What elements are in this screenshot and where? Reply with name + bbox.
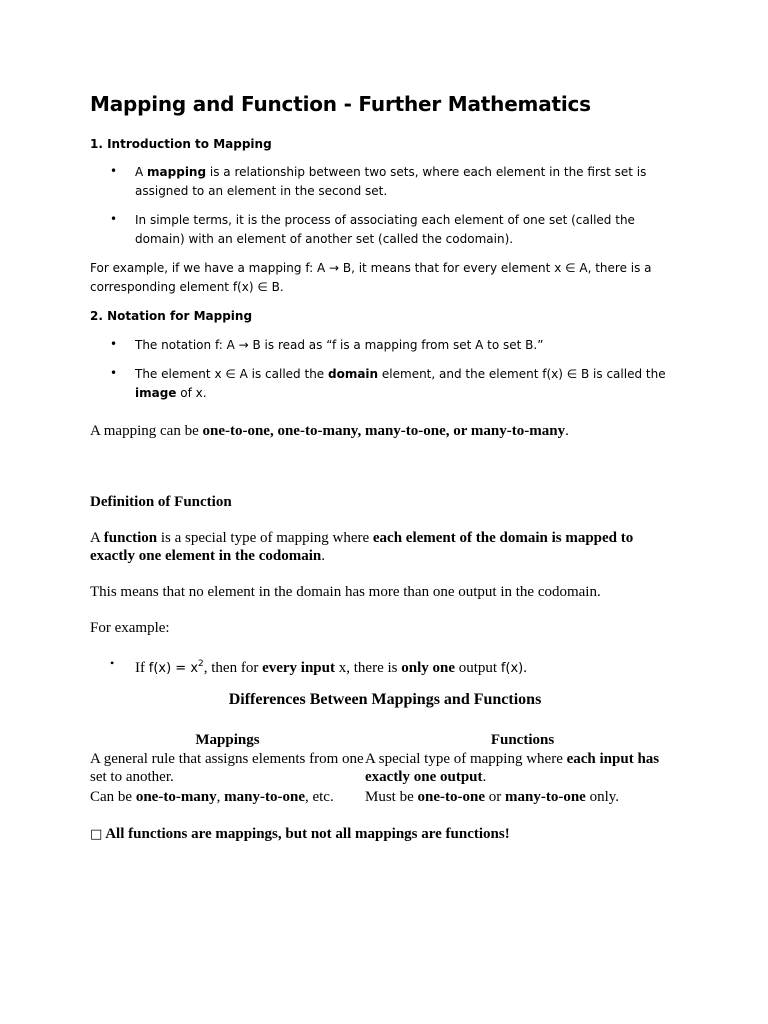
column-header-mappings: Mappings xyxy=(195,732,260,748)
table-cell-functions xyxy=(365,750,680,788)
paragraph-no-multiple-outputs: This means that no element in the domain has more than one output in the codomain. xyxy=(90,584,601,600)
bold-every-input: every input xyxy=(262,660,335,676)
bullet-marker: • xyxy=(110,366,118,380)
bold-term-domain: domain xyxy=(328,367,379,381)
text: is read as “f is a mapping from set A to set B.” xyxy=(260,338,544,352)
text: element, and the element xyxy=(378,367,543,381)
bullet-notation xyxy=(135,336,680,355)
text: . xyxy=(279,280,284,294)
text: is called the xyxy=(247,367,328,381)
bold-only-one: only one xyxy=(401,660,455,676)
text: , xyxy=(216,789,225,805)
section-heading-notation: 2. Notation for Mapping xyxy=(90,309,253,323)
bullet-marker: • xyxy=(110,164,118,178)
table-cell-functions xyxy=(365,788,680,808)
text: . xyxy=(482,769,487,785)
bullet-simple-terms: In simple terms, it is the process of associating each element of one set (called the domain) with an element of another set (called the codomain). xyxy=(135,213,635,246)
paragraph-for-example: For example: xyxy=(90,620,170,636)
bullet-mapping-definition xyxy=(135,163,680,201)
bullet-function-example xyxy=(135,655,680,678)
text: A mapping can be xyxy=(90,423,203,439)
section-heading-definition: Definition of Function xyxy=(90,494,232,510)
math-expression: f(x) ∈ B xyxy=(542,367,590,381)
bullet-marker: • xyxy=(110,656,115,670)
text: x, there is xyxy=(335,660,402,676)
text: If xyxy=(135,660,149,676)
conclusion-statement xyxy=(90,825,680,844)
text: or xyxy=(485,789,505,805)
math-expression: x ∈ A xyxy=(214,367,248,381)
table-header-row xyxy=(90,731,680,750)
paragraph-mapping-example xyxy=(90,259,680,297)
text: Must be xyxy=(365,789,418,805)
text: is a relationship between two sets, where each element in the first set is assigned to an element in the second set. xyxy=(135,165,647,198)
text: . xyxy=(523,660,528,676)
text: only. xyxy=(585,789,620,805)
table-row xyxy=(90,788,680,808)
differences-heading: Differences Between Mappings and Functions xyxy=(228,691,542,708)
text: , then for xyxy=(203,660,263,676)
text: output xyxy=(455,660,501,676)
differences-table xyxy=(90,731,680,808)
text: , etc. xyxy=(304,789,334,805)
bold-text: one-to-one xyxy=(417,789,485,805)
text: of x. xyxy=(176,386,207,400)
math-expression: f(x) xyxy=(500,661,524,676)
text: . xyxy=(565,423,569,439)
paragraph-function-definition xyxy=(90,529,680,565)
bold-definition: each element of the domain is mapped to exactly one element in the codomain xyxy=(90,530,634,564)
text: is a special type of mapping where xyxy=(157,530,373,546)
bullet-marker: • xyxy=(110,212,118,226)
bold-term-function: function xyxy=(103,530,158,546)
text: A special type of mapping where xyxy=(365,751,567,767)
text: , there is a corresponding element xyxy=(90,261,652,294)
placeholder-box-icon: □ xyxy=(90,827,103,842)
bold-text: each input has exactly one output xyxy=(365,751,660,785)
table-cell-mappings: A general rule that assigns elements from one set to another. xyxy=(90,751,364,785)
bold-term-mapping: mapping xyxy=(147,165,207,179)
column-header-functions: Functions xyxy=(490,732,555,748)
text: The element xyxy=(135,367,215,381)
math-expression: f: A → B xyxy=(214,338,261,352)
bullet-domain-image xyxy=(135,365,680,403)
math-expression: f(x) = x xyxy=(148,661,199,676)
paragraph-mapping-types xyxy=(90,422,680,440)
text: All functions are mappings, but not all mappings are functions! xyxy=(102,826,510,842)
text: . xyxy=(321,548,325,564)
bold-text: many-to-one xyxy=(505,789,586,805)
bold-term-image: image xyxy=(135,386,177,400)
math-expression: f(x) ∈ B xyxy=(232,280,280,294)
bold-text: one-to-many xyxy=(135,789,217,805)
text: is called the xyxy=(589,367,666,381)
math-expression: f: A → B xyxy=(305,261,352,275)
text: A xyxy=(90,530,104,546)
math-expression: x ∈ A xyxy=(554,261,588,275)
superscript: 2 xyxy=(198,659,204,669)
text: Can be xyxy=(90,789,136,805)
text: , it means that for every element xyxy=(351,261,555,275)
table-cell-mappings xyxy=(90,788,365,808)
text: A xyxy=(135,165,148,179)
section-heading-introduction: 1. Introduction to Mapping xyxy=(90,137,272,151)
bullet-marker: • xyxy=(110,337,118,351)
page-title: Mapping and Function - Further Mathematics xyxy=(90,92,591,116)
text: For example, if we have a mapping xyxy=(90,261,306,275)
text: The notation xyxy=(135,338,215,352)
table-row xyxy=(90,750,680,788)
bold-text: many-to-one xyxy=(224,789,305,805)
bold-mapping-types: one-to-one, one-to-many, many-to-one, or many-to-many xyxy=(202,423,566,439)
